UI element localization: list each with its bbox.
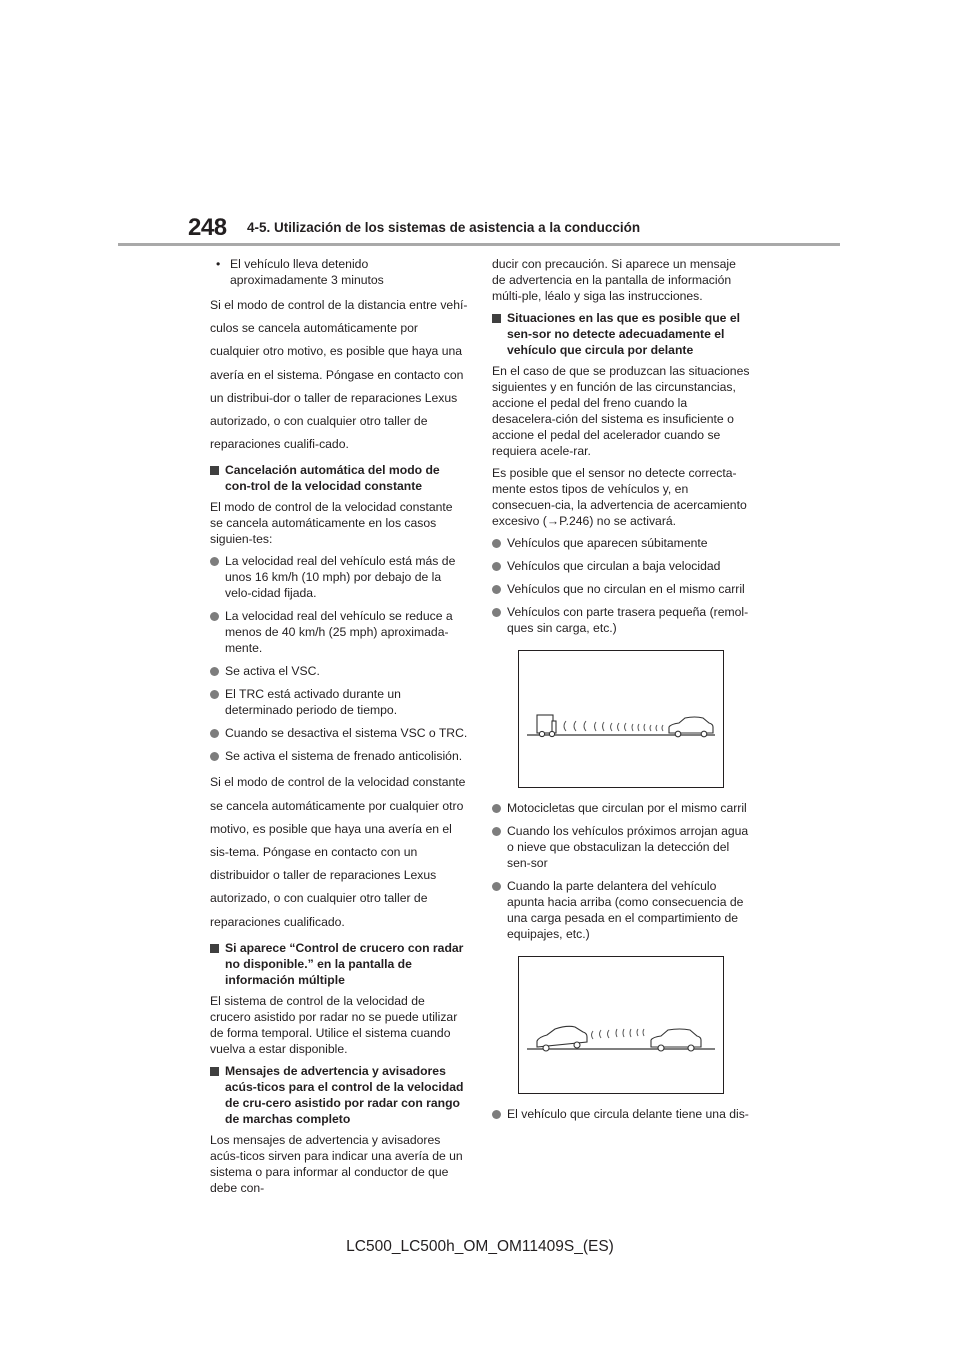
heading-text: Si aparece “Control de crucero con radar no disponible.” en la pantalla de información múltiple [225,940,464,987]
circle-bullet-icon [492,562,501,571]
list-item-text: Vehículos que circulan a baja velocidad [507,559,721,573]
circle-bullet-icon [210,752,219,761]
list-item [210,686,468,718]
paragraph: Si el modo de control de la velocidad constante se cancela automáticamente por cualquier otro motivo, es posible que haya una avería en el sis-tema. Póngase en contacto con un distribuidor o taller de reparaciones Lexus autorizado, o con cualquier otro taller de reparaciones cualificado. [210,775,466,929]
section-heading [210,940,468,988]
circle-bullet-icon [492,585,501,594]
car-icon [669,717,713,737]
sub-bullet-text: El vehículo lleva detenido aproximadamente 3 minutos [230,257,384,287]
radar-waves-icon [564,721,663,731]
circle-bullet-icon [210,557,219,566]
list-item [492,581,750,597]
list-item-text: Vehículos que no circulan en el mismo carril [507,582,745,596]
paragraph [492,465,750,529]
list-item-text: La velocidad real del vehículo se reduce a menos de 40 km/h (25 mph) aproximada-mente. [225,609,453,656]
square-bullet-icon [492,314,501,323]
own-car-tilted-icon [537,1026,587,1051]
circle-bullet-icon [492,882,501,891]
list-item [210,725,468,741]
heading-text: Mensajes de advertencia y avisadores acús-ticos para el control de la velocidad de cru-cero asistido por radar con rango de marchas completo [225,1063,464,1126]
list-item-text: Cuando los vehículos próximos arrojan agua o nieve que obstaculizan la detección del sen-sor [507,824,749,870]
list-item [210,748,468,764]
paragraph: El sistema de control de la velocidad de crucero asistido por radar no se puede utilizar de forma temporal. Utilice el sistema cuando vuelva a estar disponible. [210,993,458,1056]
list-item [492,800,750,816]
paragraph: Si el modo de control de la distancia entre vehí-culos se cancela automáticamente por cualquier otro motivo, es posible que haya una avería en el sistema. Póngase en contacto con un distribui-dor o taller de reparaciones Lexus autorizado, o con cualquier otro taller de reparaciones cualifi-cado. [210,298,468,452]
circle-bullet-icon [210,612,219,621]
page-reference-link[interactable]: →P.246 [546,514,590,528]
list-item-text: El vehículo que circula delante tiene una dis- [507,1107,749,1121]
square-bullet-icon [210,466,219,475]
paragraph: Los mensajes de advertencia y avisadores acús-ticos sirven para indicar una avería de un sistema o para informar al conductor de que debe con- [210,1132,463,1195]
section-heading [210,462,468,494]
list-item [492,535,750,551]
radar-beam-icon [592,1029,645,1039]
circle-bullet-icon [210,667,219,676]
list-item-text: Cuando la parte delantera del vehículo apunta hacia arriba (como consecuencia de una carga pesada en el compartimiento de equipajes, etc.) [507,879,744,941]
page-number: 248 [188,214,227,241]
car-ahead-icon [651,1029,701,1051]
footer-code: LC500_LC500h_OM_OM11409S_(ES) [346,1238,614,1255]
list-item [210,553,468,601]
trailer-detection-drawing [519,651,723,787]
list-item-text: Se activa el VSC. [225,664,320,679]
circle-bullet-icon [492,608,501,617]
paragraph: El modo de control de la velocidad constante se cancela automáticamente en los casos siguien-tes: [210,500,453,547]
paragraph-text: Es posible que el sensor no detecte correcta-mente estos tipos de vehículos y, en consecuen-cia, la advertencia de acercamiento excesivo ( [492,466,747,528]
list-item [492,1106,750,1122]
circle-bullet-icon [210,729,219,738]
square-bullet-icon [210,944,219,953]
list-item [492,823,750,871]
list-item-text: Motocicletas que circulan por el mismo carril [507,801,747,815]
header-divider [118,243,840,246]
circle-bullet-icon [210,690,219,699]
list-item-text: La velocidad real del vehículo está más de unos 16 km/h (10 mph) por debajo de la velo-cidad fijada. [225,554,456,601]
circle-bullet-icon [492,827,501,836]
list-item [492,604,750,636]
circle-bullet-icon [492,1110,501,1119]
list-item-text: Vehículos con parte trasera pequeña (remol-ques sin carga, etc.) [507,605,749,635]
right-column [492,256,750,1129]
trailer-detection-illustration [518,650,724,788]
heading-text: Cancelación automática del modo de con-trol de la velocidad constante [225,463,440,494]
list-item-text: Cuando se desactiva el sistema VSC o TRC. [225,726,468,741]
chapter-title: 4-5. Utilización de los sistemas de asistencia a la conducción [247,220,641,235]
circle-bullet-icon [492,804,501,813]
truck-icon [537,715,556,737]
heading-text: Situaciones en las que es posible que el sen-sor no detecte adecuadamente el vehículo que circula por delante [507,311,740,357]
paragraph-text: ) no se activará. [589,514,677,528]
sub-bullet-item [210,256,468,288]
list-item [492,558,750,574]
paragraph: ducir con precaución. Si aparece un mensaje de advertencia en la pantalla de información múlti-ple, léalo y siga las instrucciones. [492,257,736,303]
page-header [0,0,960,250]
section-heading [492,310,750,358]
paragraph: En el caso de que se produzcan las situaciones siguientes y en función de las circunstancias, accione el pedal del freno cuando la desacelera-ción del sistema es insuficiente o accione el pedal del acelerador cuando se requiera acele-rar. [492,364,750,458]
sub-bullet-marker: • [216,257,221,271]
nose-up-vehicle-illustration [518,956,724,1094]
square-bullet-icon [210,1067,219,1076]
list-item [210,663,468,679]
left-column [210,256,468,1202]
section-heading [210,1063,468,1127]
list-item-text: El TRC está activado durante un determinado periodo de tiempo. [225,687,401,718]
list-item [492,878,750,942]
nose-up-vehicle-drawing [519,957,723,1093]
list-item [210,608,468,656]
list-item-text: Vehículos que aparecen súbitamente [507,536,708,550]
circle-bullet-icon [492,539,501,548]
list-item-text: Se activa el sistema de frenado anticolisión. [225,749,463,764]
